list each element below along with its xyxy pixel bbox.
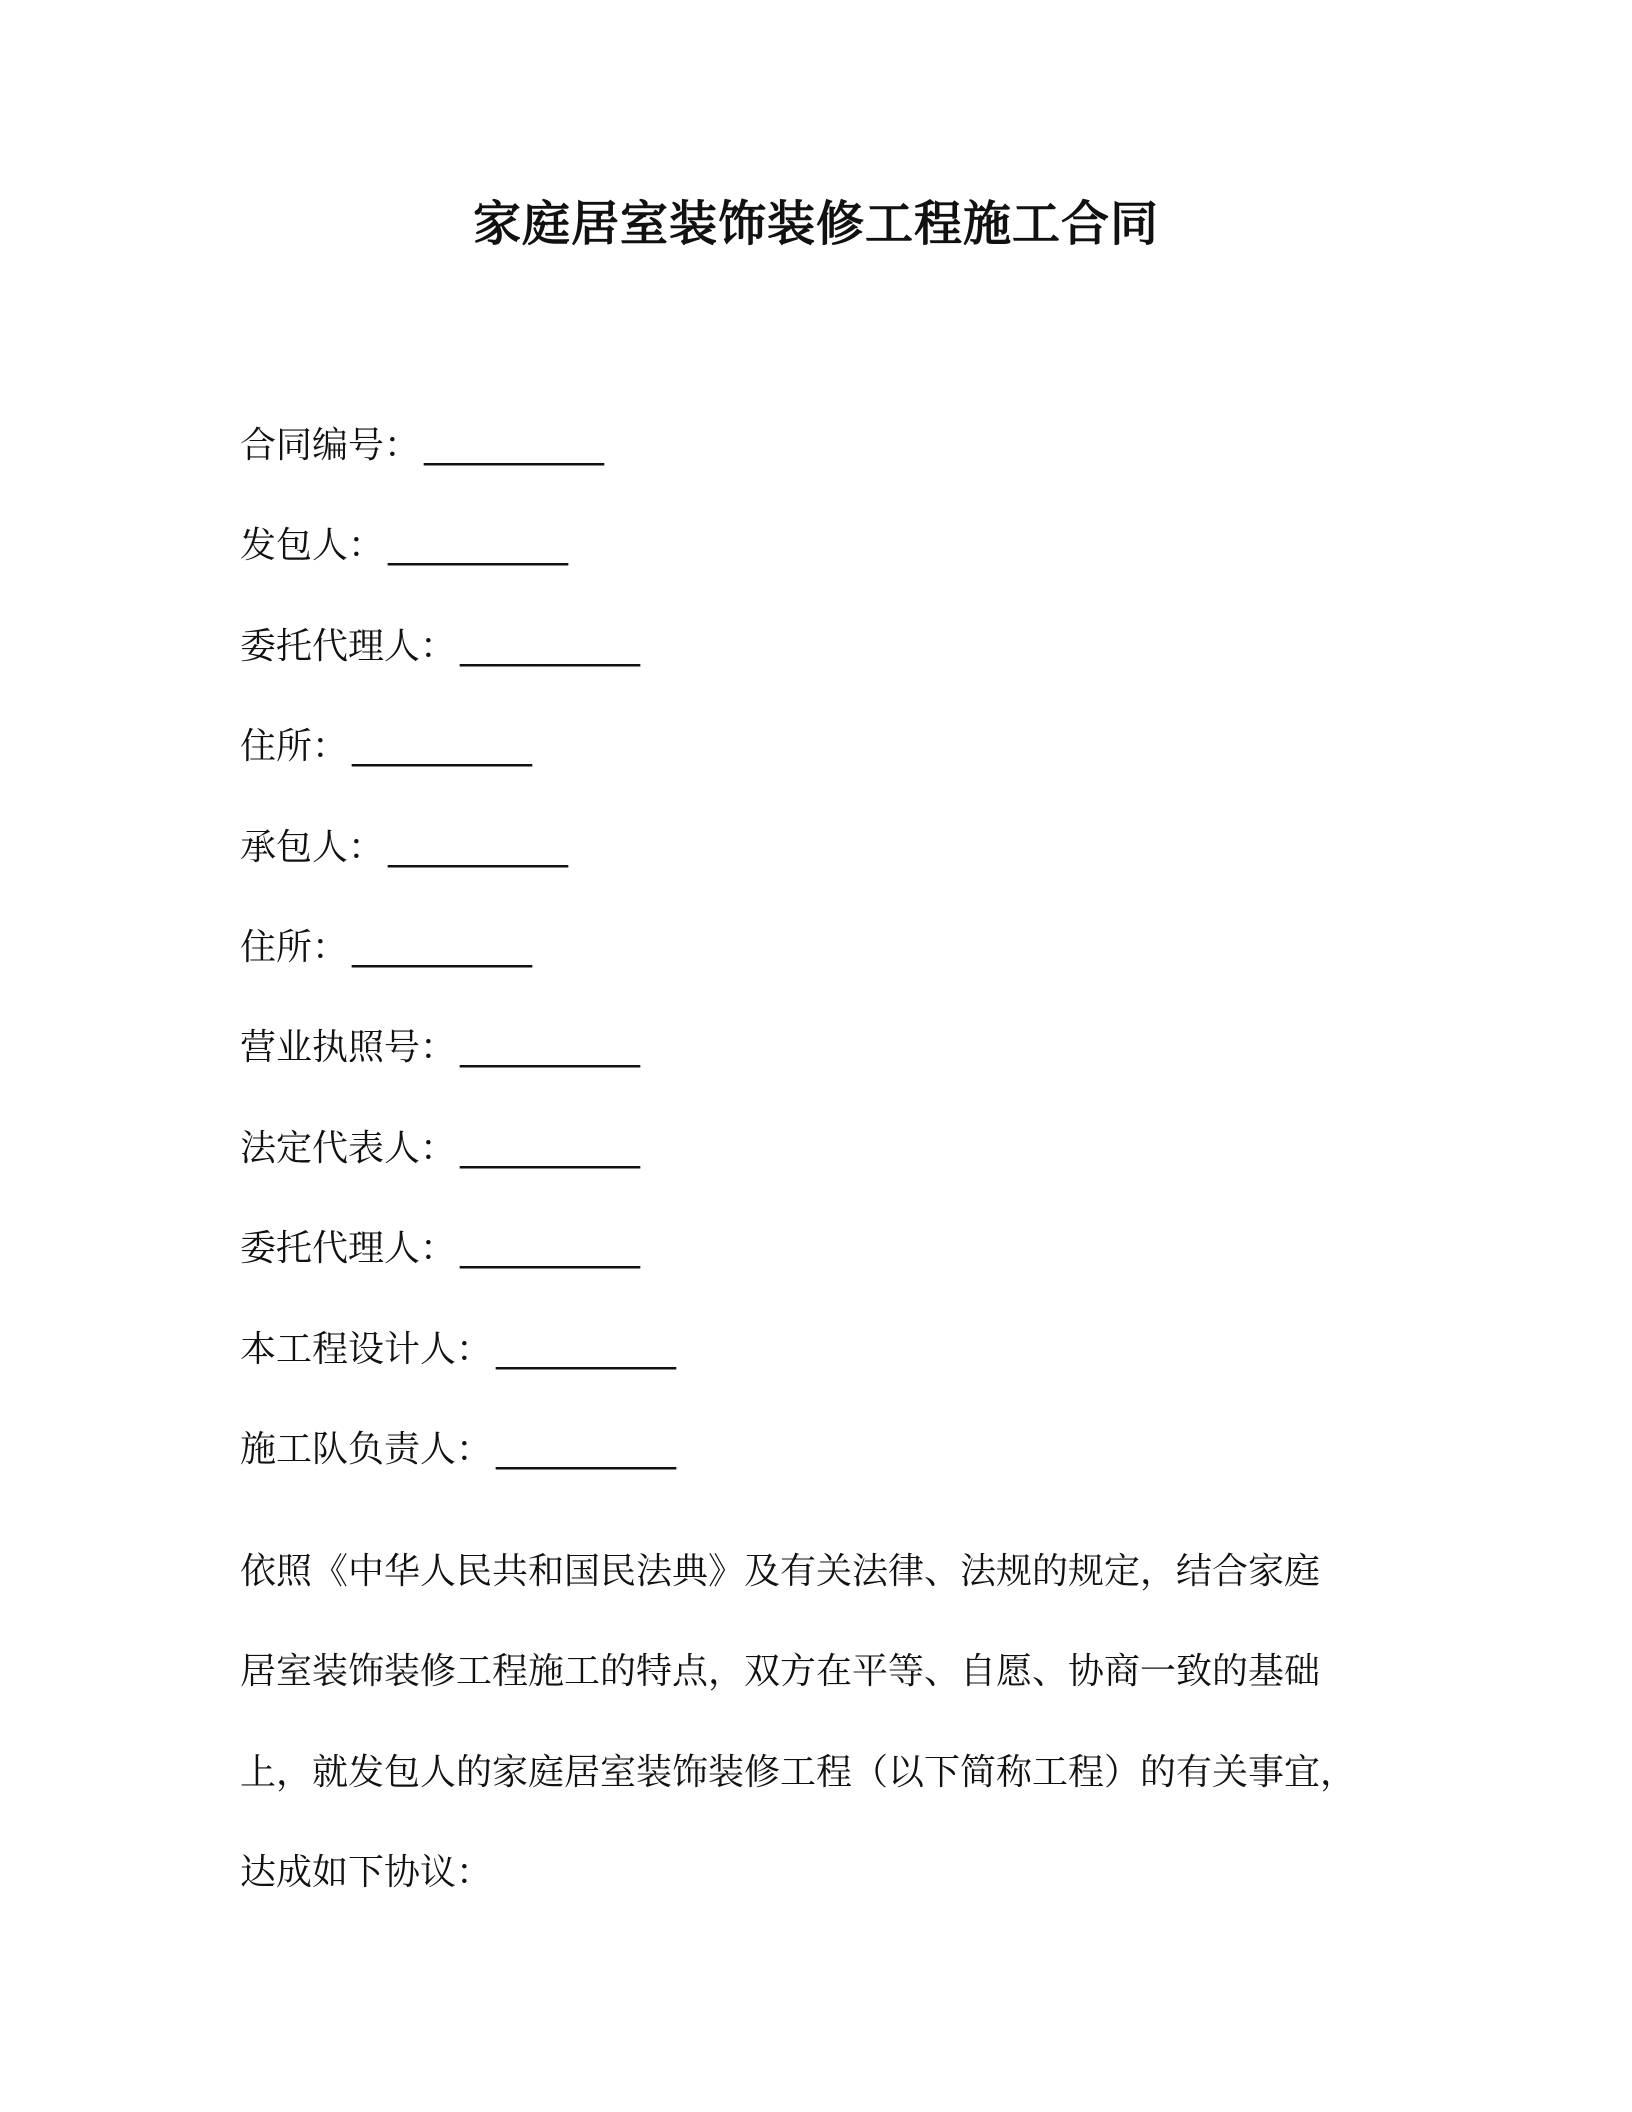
- field-blank: __________: [496, 1428, 677, 1470]
- field-label: 营业执照号：: [240, 1027, 457, 1069]
- field-label: 发包人：: [240, 525, 385, 567]
- field-designer: [240, 1322, 1400, 1422]
- field-employer: [240, 518, 1400, 618]
- field-business-license: [240, 1020, 1400, 1120]
- field-blank: __________: [352, 726, 533, 768]
- field-contractor: [240, 820, 1400, 920]
- field-label: 本工程设计人：: [240, 1328, 493, 1370]
- field-contract-number: [240, 418, 1400, 518]
- field-employer-address: [240, 719, 1400, 819]
- field-label: 住所：: [240, 926, 349, 968]
- intro-paragraph: [240, 1522, 1380, 1924]
- field-team-leader: [240, 1422, 1400, 1522]
- field-blank: __________: [460, 1127, 641, 1169]
- document-title: 家庭居室装饰装修工程施工合同: [472, 196, 1159, 252]
- intro-line: 上，就发包人的家庭居室装饰装修工程（以下简称工程）的有关事宜，: [240, 1751, 1357, 1793]
- field-contractor-address: [240, 920, 1400, 1020]
- field-blank: __________: [388, 826, 569, 868]
- field-label: 施工队负责人：: [240, 1428, 493, 1470]
- field-label: 法定代表人：: [240, 1127, 457, 1169]
- field-label: 承包人：: [240, 826, 385, 868]
- field-blank: __________: [388, 525, 569, 567]
- intro-line: 依照《中华人民共和国民法典》及有关法律、法规的规定，结合家庭: [240, 1551, 1321, 1592]
- field-blank: __________: [424, 425, 605, 466]
- field-blank: __________: [460, 1027, 641, 1069]
- field-label: 合同编号：: [240, 425, 421, 466]
- intro-line: 居室装饰装修工程施工的特点，双方在平等、自愿、协商一致的基础: [240, 1651, 1321, 1693]
- field-label: 住所：: [240, 726, 349, 768]
- contract-fields: [240, 418, 1400, 1522]
- field-label: 委托代理人：: [240, 1228, 457, 1270]
- field-label: 委托代理人：: [240, 625, 457, 667]
- field-blank: __________: [460, 625, 641, 667]
- field-employer-agent: [240, 619, 1400, 719]
- field-legal-representative: [240, 1121, 1400, 1221]
- field-blank: __________: [460, 1228, 641, 1270]
- intro-line: 达成如下协议：: [240, 1852, 493, 1894]
- field-contractor-agent: [240, 1221, 1400, 1321]
- field-blank: __________: [496, 1328, 677, 1370]
- field-blank: __________: [352, 926, 533, 968]
